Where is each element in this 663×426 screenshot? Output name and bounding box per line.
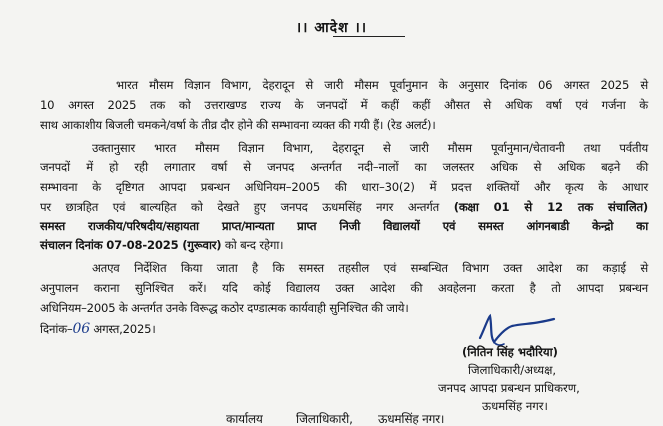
- footer-office: कार्यालय: [226, 412, 263, 426]
- para1-line1: भारत मौसम विज्ञान विभाग, देहरादून से जारी मौसम पूर्वानुमान के अनुसार दिनांक 06 अगस्त 2025 से: [116, 78, 648, 92]
- para2-line4-text: पर छात्रहित एवं बाल्यहित को देखते हुए जनपद ऊधमसिंह नगर अन्तर्गत: [40, 200, 440, 214]
- para1-line3: [40, 118, 648, 132]
- closure-date-text: संचालन दिनांक 07-08-2025 (गुरूवार): [40, 238, 222, 252]
- date-day-handwritten: 06: [72, 321, 90, 337]
- para1-line2: 10 अगस्त 2025 तक को उत्तराखण्ड राज्य के जनपदों में कहीं कहीं औसत से अधिक वर्षा एवं गर्जना के: [40, 98, 648, 112]
- signatory-district: ऊधमसिंह नगर।: [482, 399, 548, 413]
- para3-line1: अतएव निर्देशित किया जाता है कि समस्त तहसील एवं सम्बन्धित विभाग उक्त आदेश का कड़ाई से: [92, 261, 648, 275]
- para2-line1: उक्तानुसार भारत मौसम विज्ञान विभाग, देहरादून से जारी मौसम पूर्वानुमान/चेतावनी तथा पर्वतीय: [92, 141, 648, 155]
- footer-officer: जिलाधिकारी,: [296, 412, 353, 426]
- date-line: [40, 322, 156, 336]
- para2-line3: सम्भावना के दृष्टिगत आपदा प्रबन्धन अधिनियम–2005 की धारा–30(2) में प्रदत्त शक्तियों और कृत्य के आधार: [40, 180, 648, 194]
- signatory-authority: जनपद आपदा प्रबन्धन प्राधिकरण,: [438, 381, 580, 395]
- class-range-text: (कक्षा 01 से 12 तक संचालित): [453, 200, 648, 214]
- para3-line2: अनुपालन कराना सुनिश्चित करें। यदि कोई विद्यालय उक्त आदेश की अवहेलना करता है तो आपदा प्रबन्धन: [40, 281, 648, 295]
- para2-line2: जनपदों में हो रही लगातार वर्षा से जनपद अन्तर्गत नदी–नालों का जलस्तर अधिक से अधिक बढ़ने की: [40, 160, 648, 174]
- date-prefix: दिनांक–: [40, 322, 73, 336]
- date-suffix: अगस्त,2025।: [93, 322, 156, 336]
- para2-line5: समस्त राजकीय/परिषदीय/सहायता प्राप्त/मान्यता प्राप्त निजी विद्यालयों एवं समस्त आंगनबाडी केन्द्रो का: [40, 219, 648, 233]
- title-underline: [333, 36, 405, 37]
- para1-line3-text: साथ आकाशीय बिजली चमकने/वर्षा के तीव्र दौर होने की सम्भावना व्यक्त की गयी हैं। (रेड अलर्ट)।: [40, 118, 436, 132]
- closure-tail-text: को बन्द रहेगा।: [224, 238, 284, 252]
- signatory-designation: जिलाधिकारी/अध्यक्ष,: [468, 363, 557, 377]
- para3-line3: अधिनियम–2005 के अन्तर्गत उनके विरूद्ध कठोर दण्डात्मक कार्यवाही सुनिश्चित की जाये।: [40, 301, 409, 315]
- footer-place: ऊधमसिंह नगर।: [378, 412, 445, 426]
- para2-line6: [40, 238, 283, 252]
- para2-line4: [40, 200, 648, 214]
- document-title: ।। आदेश ।।: [295, 20, 368, 36]
- signatory-name: (नितिन सिंह भदौरिया): [462, 345, 558, 359]
